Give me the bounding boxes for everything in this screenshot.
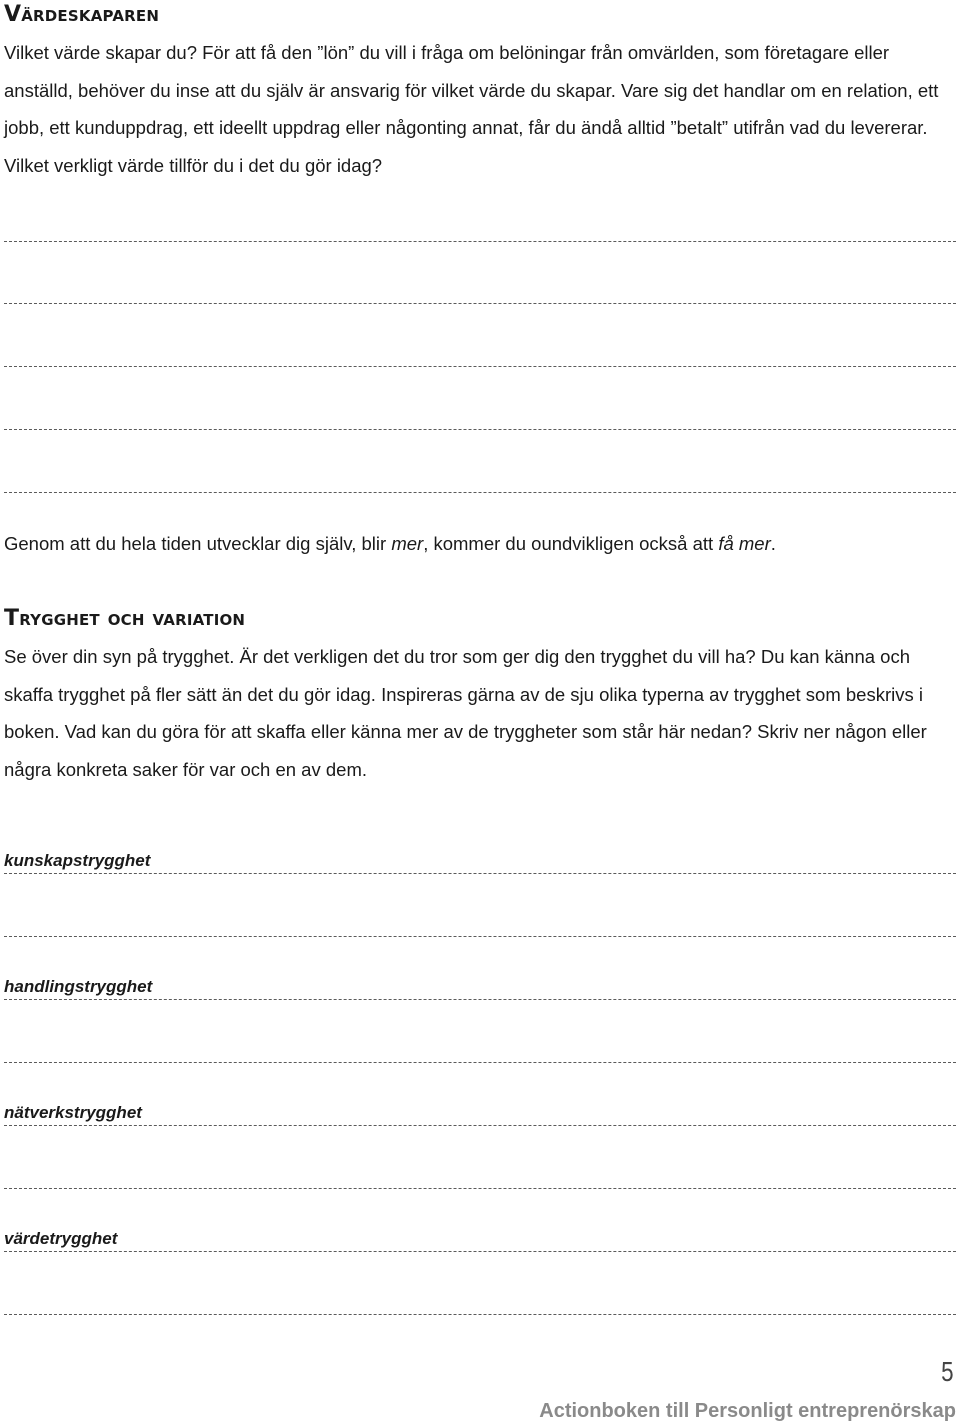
field-label-vardetrygghet: värdetrygghet [4,1229,118,1248]
answer-line[interactable] [4,303,956,304]
closing-sentence [4,525,944,563]
field-label-kunskapstrygghet: kunskapstrygghet [4,851,151,870]
answer-line[interactable] [4,366,956,367]
field-label-handlingstrygghet: handlingstrygghet [4,977,153,996]
answer-line[interactable] [4,492,956,493]
footer-book-title: Actionboken till Personligt entreprenörskap [539,1400,956,1422]
closing-text: . [770,533,776,554]
closing-emphasis: mer [391,533,424,554]
field-label-natverkstrygghet: nätverkstrygghet [4,1103,142,1122]
section-body-vardeskaparen: Vilket värde skapar du? För att få den ”lön” du vill i fråga om belöningar från omvärlden, som företagare eller anställd, behöver du inse att du själv är ansvarig för vilket värde du skapar. Vare sig det handlar om en relation, ett jobb, ett kunduppdrag, ett ideellt uppdrag eller någonting annat, får du ändå alltid ”betalt” utifrån vad du levererar. Vilket verkligt värde tillför du i det du gör idag? [4,42,939,176]
answer-line[interactable] [4,1062,956,1063]
closing-emphasis: få mer [718,533,771,554]
answer-line[interactable] [4,999,956,1000]
answer-line[interactable] [4,1314,956,1315]
answer-line[interactable] [4,429,956,430]
section-body-trygghet: Se över din syn på trygghet. Är det verkligen det du tror som ger dig den trygghet du vill ha? Du kan känna och skaffa trygghet på fler sätt än det du gör idag. Inspireras gärna av de sju olika typerna av trygghet som beskrivs i boken. Vad kan du göra för att skaffa eller känna mer av de tryggheter som står här nedan? Skriv ner någon eller några konkreta saker för var och en av dem. [4,646,927,780]
closing-text: , kommer du oundvikligen också att [423,533,719,554]
answer-line[interactable] [4,241,956,242]
answer-line[interactable] [4,1251,956,1252]
section-heading-trygghet: Trygghet och variation [4,606,246,631]
section-heading-vardeskaparen: Värdeskaparen [4,2,160,27]
answer-line[interactable] [4,1125,956,1126]
closing-text: Genom att du hela tiden utvecklar dig själv, blir [4,533,392,554]
answer-line[interactable] [4,873,956,874]
page-number: 5 [941,1356,954,1387]
answer-line[interactable] [4,1188,956,1189]
answer-line[interactable] [4,936,956,937]
